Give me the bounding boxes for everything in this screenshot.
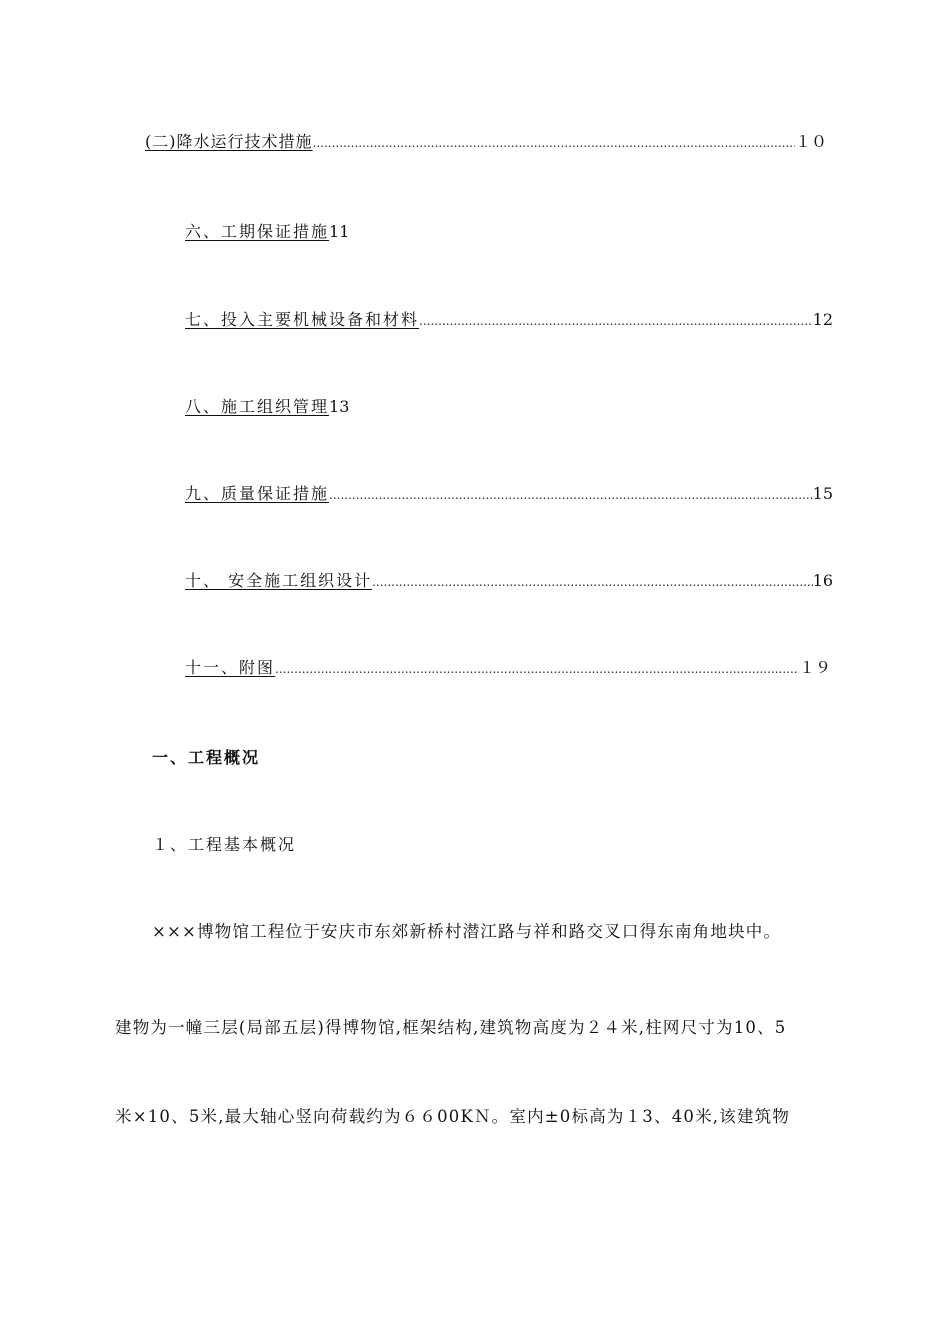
toc-leader [419, 311, 813, 331]
paragraph-line: 米×10、5米,最大轴心竖向荷载约为６６00KＮ。室内±0标高为１3、40米,该建筑物 [115, 1107, 791, 1126]
toc-entry[interactable] [185, 397, 349, 417]
toc-page-number: １０ [794, 132, 827, 151]
paragraph-line: 建物为一幢三层(局部五层)得博物馆,框架结构,建筑物高度为２４米,柱网尺寸为10、5 [115, 1018, 787, 1037]
toc-entry[interactable] [185, 484, 833, 505]
toc-page-number: 11 [329, 222, 350, 241]
toc-leader [313, 133, 795, 153]
toc-page-number: 13 [329, 397, 350, 416]
toc-entry[interactable] [185, 658, 831, 679]
toc-page-number: 15 [812, 484, 833, 503]
toc-entry[interactable] [145, 132, 827, 153]
toc-page-number: 12 [812, 310, 833, 329]
toc-entry[interactable] [185, 571, 833, 592]
toc-leader [372, 572, 813, 592]
toc-title: 七、投入主要机械设备和材料 [185, 310, 420, 329]
toc-leader [329, 485, 813, 505]
toc-page-number: １９ [798, 658, 831, 677]
paragraph-line: ×××博物馆工程位于安庆市东郊新桥村潜江路与祥和路交叉口得东南角地块中。 [152, 922, 782, 941]
toc-title: 十、 安全施工组织设计 [185, 571, 373, 590]
toc-entry[interactable] [185, 222, 349, 242]
subsection-heading: １、工程基本概况 [152, 835, 297, 854]
section-heading: 一、工程概况 [152, 748, 261, 767]
toc-title: 九、质量保证措施 [185, 484, 330, 503]
toc-page-number: 16 [812, 571, 833, 590]
toc-title: 十一、附图 [185, 658, 276, 677]
toc-leader [275, 659, 799, 679]
toc-title: 六、工期保证措施 [185, 222, 330, 241]
toc-title: 八、施工组织管理 [185, 397, 330, 416]
toc-entry[interactable] [185, 310, 833, 331]
toc-title: (二)降水运行技术措施 [145, 132, 313, 151]
